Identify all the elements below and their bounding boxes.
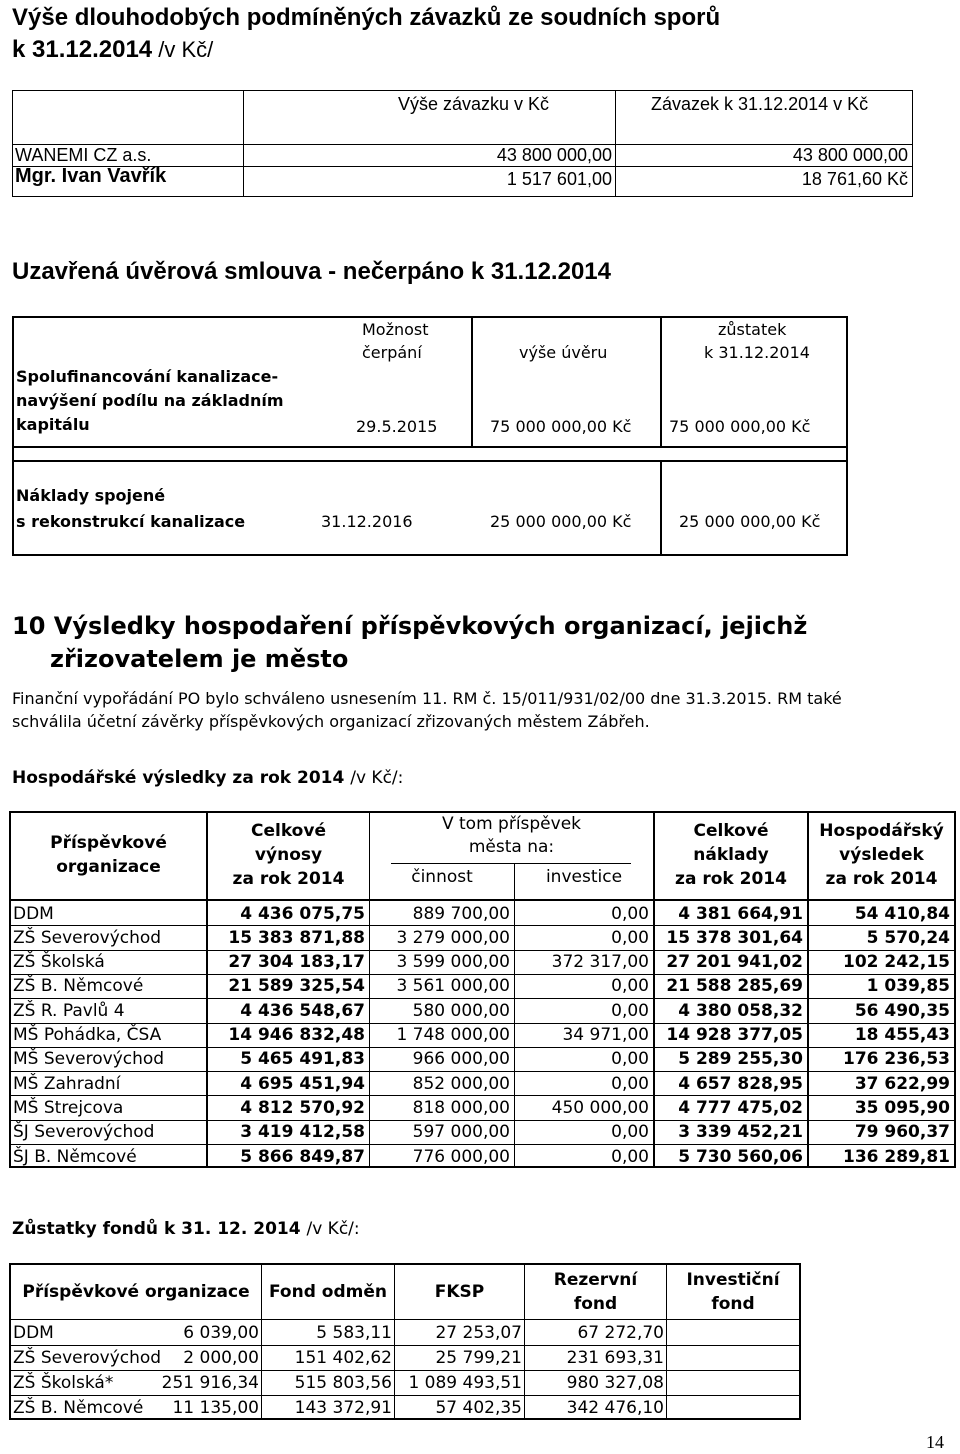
cell-cost: 15 378 301,64	[666, 927, 803, 948]
cell-cost: 5 289 255,30	[678, 1049, 803, 1070]
results-table	[9, 811, 956, 1168]
header-org-line2: organizace	[56, 857, 161, 877]
cell-reserve: 25 799,21	[435, 1348, 522, 1368]
cell-investment: 0,00	[611, 1049, 649, 1070]
cell-cost: 21 588 285,69	[666, 976, 803, 997]
page-number: 14	[926, 1432, 944, 1452]
cell-revenue: 3 419 412,58	[240, 1122, 365, 1143]
cell-result: 102 242,15	[842, 952, 950, 973]
header-activity: činnost	[411, 867, 473, 887]
row-label-line: Spolufinancování kanalizace-	[16, 367, 279, 386]
row-amount: 75 000 000,00 Kč	[490, 417, 632, 436]
cell-result: 136 289,81	[842, 1146, 950, 1167]
row-label-line: kapitálu	[16, 415, 90, 434]
header-possible-line1: Možnost	[362, 320, 429, 339]
cell-revenue: 15 383 871,88	[228, 927, 365, 948]
cell-investment: 372 317,00	[551, 952, 649, 973]
cell-cost: 4 657 828,95	[678, 1073, 803, 1094]
row-date: 31.12.2016	[321, 512, 413, 531]
header-org-line1: Příspěvkové	[50, 833, 167, 853]
header-result-line2: výsledek	[839, 845, 924, 865]
cell-revenue: 5 465 491,83	[240, 1049, 365, 1070]
cell-cost: 4 380 058,32	[678, 1000, 803, 1021]
table-row	[13, 144, 912, 166]
cell-activity: 966 000,00	[412, 1049, 510, 1070]
row-label-line: Náklady spojené	[16, 486, 166, 505]
cell-cost: 3 339 452,21	[678, 1122, 803, 1143]
cell-cost: 4 381 664,91	[678, 903, 803, 924]
liabilities-header-row	[13, 94, 912, 118]
cell-invest: 342 476,10	[566, 1398, 664, 1418]
header-reward: Fond odměn	[269, 1282, 387, 1302]
liabilities-title-line2	[12, 34, 942, 66]
cell-investment: 0,00	[611, 927, 649, 948]
cell-result: 5 570,24	[866, 927, 950, 948]
row-amount: 43 800 000,00	[496, 145, 612, 165]
cell-investment: 34 971,00	[562, 1025, 649, 1045]
cell-investment: 0,00	[611, 1122, 649, 1143]
cell-activity: 3 599 000,00	[396, 952, 510, 973]
cell-activity: 580 000,00	[412, 1000, 510, 1021]
header-contribution-line2: města na:	[468, 837, 555, 857]
section-heading-line2: zřizovatelem je město	[50, 645, 349, 673]
header-result-line1: Hospodářský	[819, 821, 944, 841]
header-loan-amount: výše úvěru	[519, 343, 608, 362]
header-divider	[11, 1319, 799, 1320]
cell-result: 54 410,84	[854, 903, 950, 924]
header-reserve-line2: fond	[573, 1294, 618, 1314]
header-reserve-line1: Rezervní	[553, 1270, 638, 1290]
cell-revenue: 14 946 832,48	[228, 1025, 365, 1045]
cell-reward: 251 916,34	[161, 1373, 259, 1393]
cell-activity: 597 000,00	[412, 1122, 510, 1143]
results-title-text: Hospodářské výsledky za rok 2014	[12, 768, 351, 788]
cell-revenue: 27 304 183,17	[228, 952, 365, 973]
cell-reward: 11 135,00	[172, 1398, 259, 1418]
cell-result: 35 095,90	[854, 1097, 950, 1118]
paragraph-line2: schválila účetní závěrky příspěvkových organizací zřizovaných městem Zábřeh.	[12, 712, 650, 731]
cell-investment: 0,00	[611, 1073, 649, 1094]
header-balance-line2: k 31.12.2014	[704, 343, 810, 362]
cell-org: MŠ Severovýchod	[13, 1049, 165, 1070]
cell-org: DDM	[13, 903, 54, 924]
liabilities-title-line1: Výše dlouhodobých podmíněných závazků ze soudních sporů	[12, 4, 721, 31]
cell-org: ZŠ R. Pavlů 4	[13, 1000, 125, 1021]
header-revenue-line3: za rok 2014	[232, 869, 345, 889]
cell-result: 1 039,85	[866, 976, 950, 997]
cell-org: MŠ Pohádka, ČSA	[13, 1025, 162, 1045]
cell-investment: 0,00	[611, 903, 649, 924]
liabilities-table	[12, 90, 913, 197]
liabilities-title-date: k 31.12.2014	[12, 36, 153, 63]
header-revenue-line1: Celkové	[251, 821, 326, 841]
cell-reward: 6 039,00	[183, 1323, 259, 1343]
header-invest-line1: Investiční	[686, 1270, 780, 1290]
loan-table	[12, 316, 848, 556]
row-name: Mgr. Ivan Vavřík	[15, 165, 167, 187]
cell-org: ZŠ Školská*	[13, 1373, 114, 1393]
row-divider	[14, 446, 846, 448]
header-contribution-line1: V tom příspěvek	[441, 814, 582, 834]
cell-org: DDM	[13, 1323, 54, 1343]
cell-investment: 450 000,00	[551, 1097, 649, 1118]
paragraph-line1: Finanční vypořádání PO bylo schváleno usnesením 11. RM č. 15/011/931/02/00 dne 31.3.2015. RM také	[12, 689, 842, 708]
cell-cost: 27 201 941,02	[666, 952, 803, 973]
cell-investment: 0,00	[611, 1146, 649, 1167]
header-contribution	[370, 813, 653, 859]
cell-fksp: 151 402,62	[294, 1348, 392, 1368]
cell-cost: 5 730 560,06	[678, 1146, 803, 1167]
cell-org: ZŠ Školská	[13, 952, 105, 973]
header-balance-line1: zůstatek	[718, 320, 787, 339]
row-amount: 25 000 000,00 Kč	[490, 512, 632, 531]
funds-title-text: Zůstatky fondů k 31. 12. 2014	[12, 1219, 307, 1239]
cell-result: 176 236,53	[842, 1049, 950, 1070]
liabilities-title	[12, 2, 942, 66]
cell-invest: 980 327,08	[566, 1373, 664, 1393]
cell-revenue: 21 589 325,54	[228, 976, 365, 997]
cell-revenue: 4 695 451,94	[240, 1073, 365, 1094]
header-possible-line2: čerpání	[362, 343, 422, 362]
cell-cost: 4 777 475,02	[678, 1097, 803, 1118]
row-divider	[11, 1370, 799, 1371]
header-balance: Závazek k 31.12.2014 v Kč	[651, 94, 869, 114]
cell-org: ZŠ Severovýchod	[13, 927, 162, 948]
header-subdivider	[391, 863, 631, 864]
cell-fksp: 143 372,91	[294, 1398, 392, 1418]
cell-org: ZŠ B. Němcové	[13, 976, 144, 997]
cell-revenue: 4 812 570,92	[240, 1097, 365, 1118]
results-title-unit: /v Kč/:	[350, 768, 404, 788]
cell-investment: 0,00	[611, 1000, 649, 1021]
section-heading	[12, 610, 807, 676]
funds-table	[9, 1263, 801, 1420]
header-revenue-line2: výnosy	[254, 845, 323, 865]
header-revenue	[208, 819, 369, 891]
cell-revenue: 4 436 075,75	[240, 903, 365, 924]
header-result	[809, 819, 954, 891]
header-cost-line2: náklady	[693, 845, 769, 865]
cell-activity: 818 000,00	[412, 1097, 510, 1118]
header-cost	[655, 819, 807, 891]
cell-result: 18 455,43	[854, 1025, 950, 1045]
cell-reserve: 57 402,35	[435, 1398, 522, 1418]
col-divider	[660, 318, 662, 446]
loan-title: Uzavřená úvěrová smlouva - nečerpáno k 31.12.2014	[12, 258, 611, 285]
cell-activity: 776 000,00	[412, 1146, 510, 1167]
row-balance: 25 000 000,00 Kč	[679, 512, 821, 531]
cell-reserve: 27 253,07	[435, 1323, 522, 1343]
cell-org: MŠ Strejcova	[13, 1097, 124, 1118]
cell-revenue: 4 436 548,67	[240, 1000, 365, 1021]
cell-activity: 889 700,00	[412, 903, 510, 924]
header-org: Příspěvkové organizace	[22, 1282, 250, 1302]
header-invest	[667, 1268, 799, 1316]
row-balance: 75 000 000,00 Kč	[669, 417, 811, 436]
cell-fksp: 5 583,11	[316, 1323, 392, 1343]
body-paragraph	[12, 687, 960, 733]
cell-result: 79 960,37	[854, 1122, 950, 1143]
cell-reward: 2 000,00	[183, 1348, 259, 1368]
section-heading-line1: 10 Výsledky hospodaření příspěvkových organizací, jejichž	[12, 612, 808, 640]
cell-invest: 231 693,31	[566, 1348, 664, 1368]
cell-org: ZŠ B. Němcové	[13, 1398, 144, 1418]
cell-activity: 852 000,00	[412, 1073, 510, 1094]
row-balance: 43 800 000,00	[792, 145, 908, 165]
cell-activity: 3 279 000,00	[396, 927, 510, 948]
cell-org: MŠ Zahradní	[13, 1073, 121, 1094]
cell-org: ŠJ Severovýchod	[13, 1122, 155, 1143]
funds-title-unit: /v Kč/:	[306, 1219, 360, 1239]
cell-result: 37 622,99	[854, 1073, 950, 1094]
cell-org: ŠJ B. Němcové	[13, 1146, 137, 1167]
cell-org: ZŠ Severovýchod	[13, 1348, 162, 1368]
header-investment: investice	[545, 867, 623, 887]
header-fksp: FKSP	[434, 1282, 485, 1302]
row-label-line: s rekonstrukcí kanalizace	[16, 512, 246, 531]
cell-activity: 1 748 000,00	[396, 1025, 510, 1045]
row-divider	[14, 460, 846, 462]
header-invest-line2: fond	[711, 1294, 755, 1314]
row-amount: 1 517 601,00	[506, 169, 612, 189]
cell-investment: 0,00	[611, 976, 649, 997]
header-result-line3: za rok 2014	[825, 869, 938, 889]
cell-fksp: 515 803,56	[294, 1373, 392, 1393]
header-org	[11, 831, 206, 879]
col-divider	[471, 318, 473, 446]
col-divider	[660, 460, 662, 556]
results-title	[12, 768, 403, 788]
header-amount: Výše závazku v Kč	[398, 94, 550, 114]
table-row	[13, 166, 912, 197]
cell-result: 56 490,35	[854, 1000, 950, 1021]
liabilities-title-unit: /v Kč/	[152, 37, 214, 62]
cell-cost: 14 928 377,05	[666, 1025, 803, 1045]
cell-invest: 67 272,70	[577, 1323, 664, 1343]
header-cost-line1: Celkové	[693, 821, 769, 841]
row-date: 29.5.2015	[356, 417, 438, 436]
row-balance: 18 761,60 Kč	[801, 169, 908, 189]
header-cost-line3: za rok 2014	[675, 869, 787, 889]
cell-revenue: 5 866 849,87	[240, 1146, 365, 1167]
funds-title	[12, 1219, 360, 1239]
cell-activity: 3 561 000,00	[396, 976, 510, 997]
cell-reserve: 1 089 493,51	[408, 1373, 522, 1393]
row-label-line: navýšení podílu na základním	[16, 391, 284, 410]
header-reserve	[525, 1268, 666, 1316]
row-name: WANEMI CZ a.s.	[15, 145, 152, 165]
